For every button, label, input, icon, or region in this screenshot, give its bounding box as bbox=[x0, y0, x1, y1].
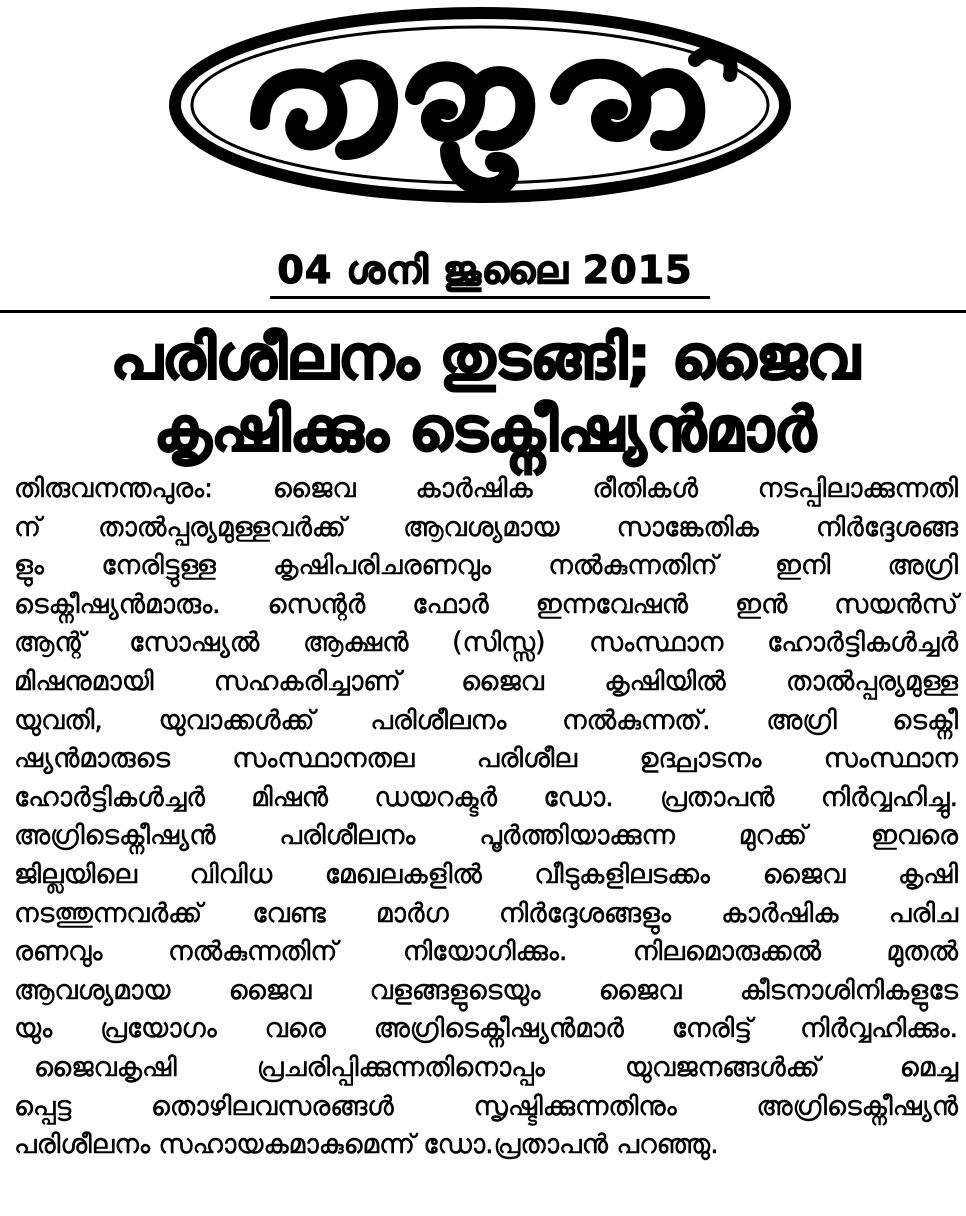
article-line: മിഷനുമായി സഹകരിച്ചാണ് ജൈവ കൃഷിയിൽ താൽപ്പര്യമുള്ള bbox=[14, 665, 958, 697]
newspaper-logo bbox=[150, 0, 810, 230]
article-headline bbox=[60, 322, 910, 466]
article-line: പ്പെട്ട തൊഴിലവസരങ്ങൾ സൃഷ്ടിക്കുന്നതിനും അഗ്രിടെക്നീഷ്യൻ bbox=[14, 1090, 958, 1122]
article-line: ടെക്നീഷ്യൻമാരും. സെന്റർ ഫോർ ഇന്നവേഷൻ ഇൻ സയൻസ് bbox=[14, 588, 958, 620]
date-underline bbox=[270, 296, 710, 299]
article-line: പരിശീലനം സഹായകമാകുമെന്ന് ഡോ.പ്രതാപൻ പറഞ്ഞു. bbox=[14, 1129, 719, 1161]
section-divider bbox=[0, 310, 966, 313]
issue-date: 04 ശനി ജൂലൈ 2015 bbox=[277, 248, 693, 292]
article-line: അഗ്രിടെക്നീഷ്യൻ പരിശീലനം പൂർത്തിയാക്കുന്ന മുറക്ക് ഇവരെ bbox=[14, 820, 958, 852]
article-body bbox=[14, 470, 958, 1165]
article-line: നടത്തുന്നവർക്ക് വേണ്ട മാർഗ നിർദ്ദേശങ്ങളും കാർഷിക പരിച bbox=[14, 897, 958, 929]
article-line: ആവശ്യമായ ജൈവ വളങ്ങളുടെയും ജൈവ കീടനാശിനികളുടേ bbox=[14, 974, 958, 1006]
article-line: യും പ്രയോഗം വരെ അഗ്രിടെക്നീഷ്യൻമാർ നേരിട്ട് നിർവ്വഹിക്കും. bbox=[14, 1013, 958, 1045]
article-line: ന് താൽപ്പര്യമുള്ളവർക്ക് ആവശ്യമായ സാങ്കേതിക നിർദ്ദേശങ്ങ bbox=[14, 511, 958, 543]
article-line: യുവതി, യുവാക്കൾക്ക് പരിശീലനം നൽകുന്നത്. അഗ്രി ടെക്നീ bbox=[14, 704, 958, 736]
article-line: രണവും നൽകുന്നതിന് നിയോഗിക്കും. നിലമൊരുക്കൽ മുതൽ bbox=[14, 936, 958, 968]
headline-line-1: പരിശീലനം തുടങ്ങി; ജൈവ bbox=[110, 323, 860, 393]
article-line: ജില്ലയിലെ വിവിധ മേഖലകളിൽ വീടുകളിലടക്കം ജൈവ കൃഷി bbox=[14, 858, 958, 890]
article-line: ളും നേരിട്ടുള്ള കൃഷിപരിചരണവും നൽകുന്നതിന് ഇനി അഗ്രി bbox=[14, 550, 958, 582]
article-line: ജൈവകൃഷി പ്രചരിപ്പിക്കുന്നതിനൊപ്പം യുവജനങ്ങൾക്ക് മെച്ച bbox=[34, 1051, 958, 1083]
headline-line-2: കൃഷിക്കും ടെക്നീഷ്യൻമാർ bbox=[154, 395, 816, 465]
article-line: തിരുവനന്തപുരം: ജൈവ കാർഷിക രീതികൾ നടപ്പിലാക്കുന്നതി bbox=[14, 473, 958, 504]
article-line: ഹോർട്ടികൾച്ചർ മിഷൻ ഡയറക്ടർ ഡോ. പ്രതാപൻ നിർവ്വഹിച്ചു. bbox=[14, 781, 958, 813]
article-line: ആന്റ് സോഷ്യൽ ആക്ഷൻ (സിസ്സ) സംസ്ഥാന ഹോർട്ടികൾച്ചർ bbox=[14, 627, 958, 659]
article-line: ഷ്യൻമാരുടെ സംസ്ഥാനതല പരിശീല ഉദ്ഘാടനം സംസ്ഥാന bbox=[14, 743, 958, 775]
